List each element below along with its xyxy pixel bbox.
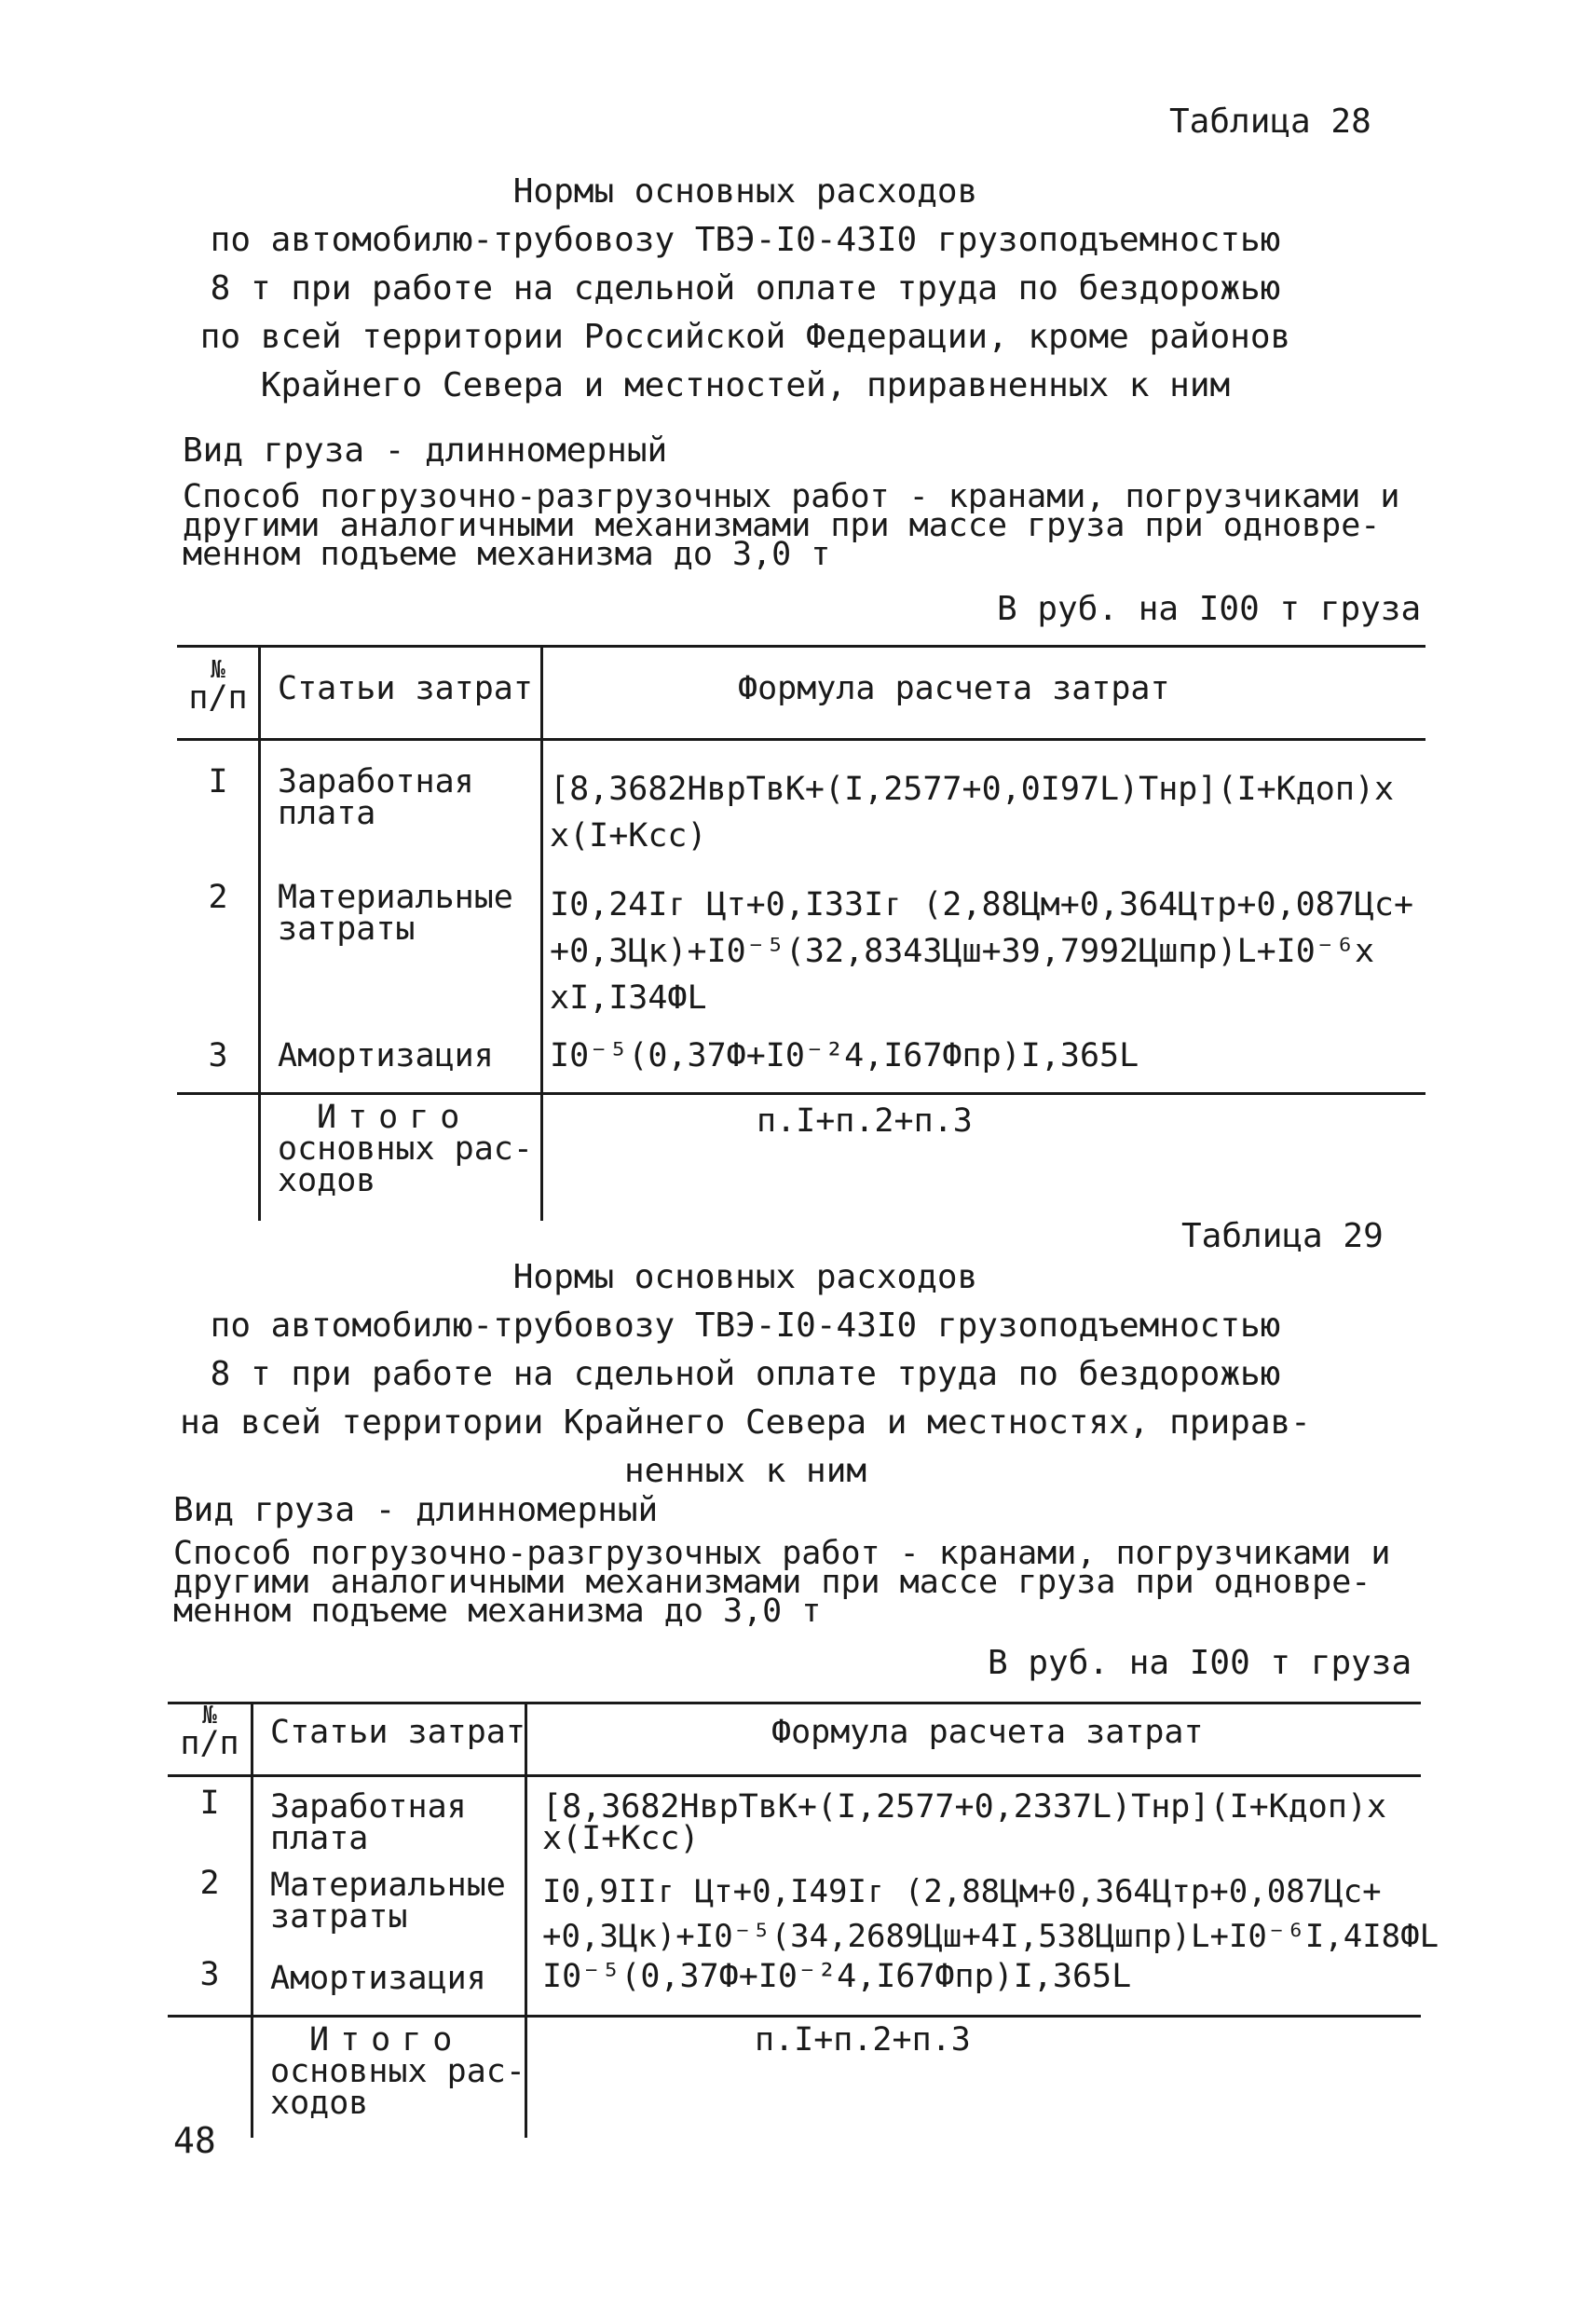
table-label: Таблица 28 [1169,103,1371,141]
method-line: другими аналогичными механизмами при массе груза при одновре- [183,507,1381,544]
total-formula: п.I+п.2+п.3 [757,1102,973,1140]
row-formula: I0⁻⁵(0,37Ф+I0⁻²4,I67Фпр)I,365L [550,1037,1139,1074]
row-formula: I0,24Iᴦ Цт+0,I33Iᴦ (2,88Цм+0,364Цтр+0,087Цс+ +0,3Цк)+I0⁻⁵(32,8343Цш+39,7992Цшпр)L+I0⁻⁶x xI,I34ФL [550,886,1414,1017]
title-line: Нормы основных расходов [512,1258,978,1296]
row-item: Заработная плата [270,1788,467,1857]
method-line: Способ погрузочно-разгрузочных работ - кранами, погрузчиками и [183,478,1400,515]
table-title [140,168,1351,410]
title-line: 8 т при работе на сдельной оплате труда по бездорожью [210,269,1281,308]
row-number: 2 [208,879,228,916]
method-line: менном подъеме механизма до 3,0 т [183,536,831,573]
row-formula: I0⁻⁵(0,37Ф+I0⁻²4,I67Фпр)I,365L [542,1958,1132,1995]
method-line: другими аналогичными механизмами при массе груза при одновре- [173,1564,1371,1601]
method-line: менном подъеме механизма до 3,0 т [173,1593,822,1630]
method-line: Способ погрузочно-разгрузочных работ - кранами, погрузчиками и [173,1535,1391,1572]
row-number: I [199,1785,220,1822]
header-formula: Формула расчета затрат [738,670,1170,707]
cargo-type: Вид груза - длинномерный [173,1491,659,1529]
row-number: 3 [208,1037,228,1074]
title-line: по автомобилю-трубовозу ТВЭ-I0-43I0 грузоподъемностью [210,1306,1281,1345]
table-top-rule [177,645,1425,648]
row-item: Материальные затраты [278,879,513,948]
row-item: Амортизация [270,1960,486,1997]
loading-method [173,1535,1391,1630]
total-top-rule [177,1092,1425,1095]
row-formula: [8,3682НврТвК+(I,2577+0,0I97L)Тнр](I+Кдоп)x x(I+Ксс) [550,771,1395,855]
header-bottom-rule [168,1774,1421,1777]
row-formula: [8,3682НврТвК+(I,2577+0,2337L)Тнр](I+Кдоп)x x(I+Ксс) [542,1788,1387,1857]
column-divider [258,645,261,1221]
header-item: Статьи затрат [278,670,533,707]
title-line: по автомобилю-трубовозу ТВЭ-I0-43I0 грузоподъемностью [210,221,1281,259]
total-label: Итого основных рас- ходов [270,2021,525,2122]
row-formula: I0,9IIᴦ Цт+0,I49Iᴦ (2,88Цм+0,364Цтр+0,087Цс+ +0,3Цк)+I0⁻⁵(34,2689Цш+4I,538Цшпр)L+I0⁻⁶I,4I8ФL [542,1873,1439,1955]
total-formula: п.I+п.2+п.3 [755,2021,971,2059]
column-divider [540,645,543,1221]
row-number: I [208,763,228,800]
row-item: Амортизация [278,1037,494,1074]
header-bottom-rule [177,738,1425,741]
title-line: ненных к ним [623,1452,867,1490]
row-number: 3 [199,1956,220,1993]
table-label: Таблица 29 [1181,1217,1384,1255]
table-top-rule [168,1702,1421,1704]
column-divider [251,1702,253,2138]
title-line: на всей территории Крайнего Севера и местностях, прирав- [180,1403,1311,1442]
total-label: Итого основных рас- ходов [278,1099,533,1199]
header-number: № п/п [188,656,248,717]
total-top-rule [168,2015,1421,2018]
header-formula: Формула расчета затрат [771,1714,1204,1751]
row-item: Заработная плата [278,763,474,832]
cargo-type: Вид груза - длинномерный [183,431,668,470]
header-item: Статьи затрат [270,1714,525,1751]
page-number: 48 [173,2120,216,2161]
unit-note: В руб. на I00 т груза [997,590,1422,628]
title-line: по всей территории Российской Федерации, кроме районов [199,318,1291,356]
table-title [140,1253,1351,1496]
loading-method [183,478,1400,573]
unit-note: В руб. на I00 т груза [988,1644,1412,1682]
header-number: № п/п [180,1702,239,1762]
row-number: 2 [199,1865,220,1902]
title-line: Крайнего Севера и местностей, приравненных к ним [260,366,1231,404]
title-line: 8 т при работе на сдельной оплате труда по бездорожью [210,1355,1281,1393]
title-line: Нормы основных расходов [512,172,978,211]
row-item: Материальные затраты [270,1867,506,1936]
